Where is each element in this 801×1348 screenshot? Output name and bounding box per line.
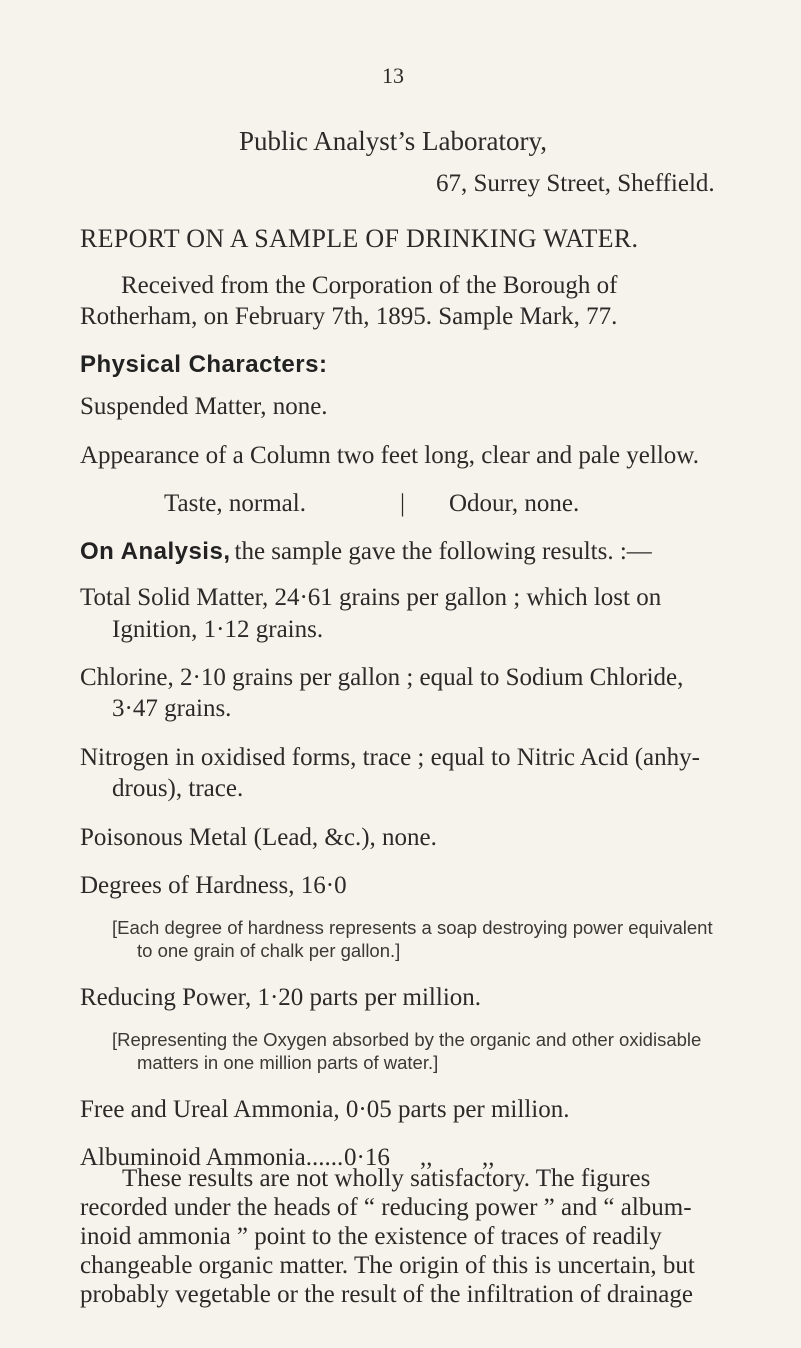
ditto-mark-1: ,, bbox=[420, 1144, 433, 1171]
total-solid-line2: Ignition, 1·12 grains. bbox=[112, 616, 324, 643]
hardness: Degrees of Hardness, 16·0 bbox=[80, 872, 347, 899]
conclusion-line1: These results are not wholly satisfactory. The figures bbox=[122, 1165, 651, 1192]
nitrogen-line1: Nitrogen in oxidised forms, trace ; equal to Nitric Acid (anhy- bbox=[80, 744, 700, 771]
page-number: 13 bbox=[382, 63, 404, 88]
received-line2: Rotherham, on February 7th, 1895. Sample Mark, 77. bbox=[80, 303, 618, 330]
albuminoid-ammonia-value: 0·16 bbox=[344, 1144, 390, 1171]
reducing-note-line1: [Representing the Oxygen absorbed by the organic and other oxidisable bbox=[112, 1029, 702, 1050]
appearance: Appearance of a Column two feet long, clear and pale yellow. bbox=[80, 442, 699, 469]
odour: Odour, none. bbox=[449, 490, 580, 517]
reducing-note-line2: matters in one million parts of water.] bbox=[137, 1052, 439, 1073]
poisonous-metal: Poisonous Metal (Lead, &c.), none. bbox=[80, 824, 437, 851]
conclusion-line4: changeable organic matter. The origin of this is uncertain, but bbox=[80, 1252, 695, 1279]
column-separator: | bbox=[400, 490, 406, 517]
letterhead-address: 67, Surrey Street, Sheffield. bbox=[436, 170, 715, 197]
hardness-note-line2: to one grain of chalk per gallon.] bbox=[137, 940, 401, 961]
conclusion-line3: inoid ammonia ” point to the existence of traces of readily bbox=[80, 1223, 662, 1250]
letterhead-line1: Public Analyst’s Laboratory, bbox=[239, 126, 547, 156]
nitrogen-line2: drous), trace. bbox=[112, 775, 244, 802]
hardness-note-line1: [Each degree of hardness represents a soap destroying power equivalent bbox=[112, 917, 713, 938]
received-line1: Received from the Corporation of the Borough of bbox=[121, 272, 618, 299]
taste: Taste, normal. bbox=[164, 490, 306, 517]
chlorine-line2: 3·47 grains. bbox=[112, 695, 232, 722]
conclusion-line2: recorded under the heads of “ reducing power ” and “ album- bbox=[80, 1194, 692, 1221]
ditto-mark-2: ,, bbox=[482, 1144, 495, 1171]
physical-characters-heading: Physical Characters: bbox=[80, 351, 328, 378]
free-ammonia: Free and Ureal Ammonia, 0·05 parts per million. bbox=[80, 1096, 570, 1123]
conclusion-line5: probably vegetable or the result of the infiltration of drainage bbox=[80, 1281, 693, 1308]
total-solid-line1: Total Solid Matter, 24·61 grains per gallon ; which lost on bbox=[80, 584, 662, 611]
suspended-matter: Suspended Matter, none. bbox=[80, 393, 328, 420]
report-title: REPORT ON A SAMPLE OF DRINKING WATER. bbox=[80, 224, 639, 253]
albuminoid-ammonia-label: Albuminoid Ammonia...... bbox=[80, 1144, 344, 1171]
on-analysis-heading: On Analysis, bbox=[80, 538, 231, 565]
chlorine-line1: Chlorine, 2·10 grains per gallon ; equal to Sodium Chloride, bbox=[80, 664, 684, 691]
analysis-intro-line bbox=[80, 536, 652, 568]
reducing-power: Reducing Power, 1·20 parts per million. bbox=[80, 984, 482, 1011]
analysis-intro: the sample gave the following results. :— bbox=[234, 538, 652, 565]
